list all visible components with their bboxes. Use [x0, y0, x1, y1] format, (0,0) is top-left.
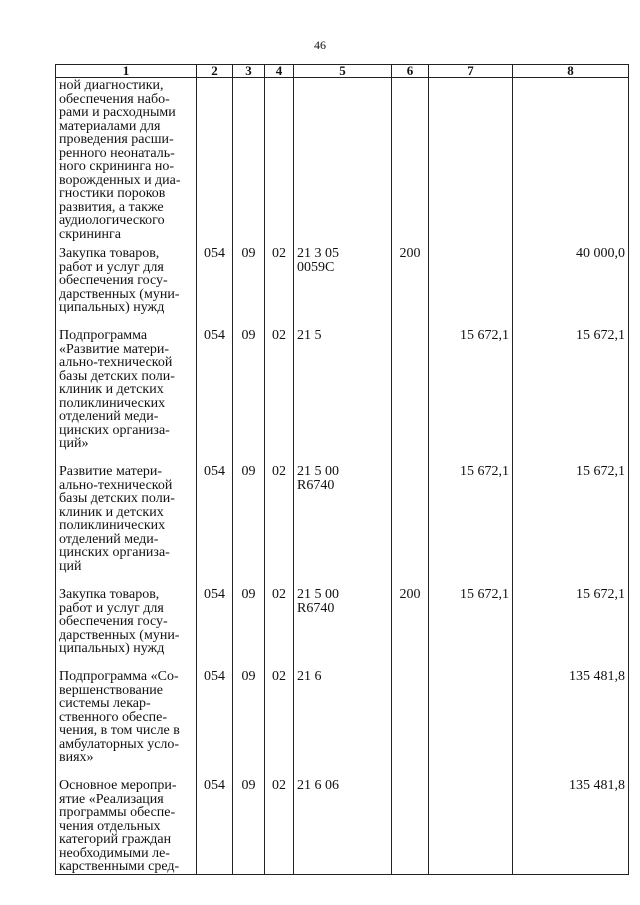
- row-code-target: 21 3 05 0059C: [294, 241, 392, 323]
- row-code-ministry: 054: [197, 323, 233, 459]
- row-code-subsection: 02: [265, 241, 294, 323]
- row-code-section: 09: [233, 582, 265, 664]
- row-name: Закупка товаров, работ и услуг для обеспечения госу- дарственных (муни- ципальных) нужд: [56, 582, 197, 664]
- column-header: 5: [294, 65, 392, 78]
- row-amount-1: 15 672,1: [429, 459, 513, 582]
- row-code-expense-type: [392, 78, 429, 242]
- row-amount-2: 40 000,0: [513, 241, 629, 323]
- row-code-target: 21 5: [294, 323, 392, 459]
- page-number: 46: [314, 38, 326, 52]
- table-row: [56, 582, 629, 664]
- row-code-ministry: 054: [197, 241, 233, 323]
- row-name: ной диагностики, обеспечения набо- рами и расходными материалами для проведения расши- ренного неонаталь- ного скрининга но- ворожденных и диа- гностики пороков развития, а также аудиологического скрининга: [56, 78, 197, 242]
- row-code-section: [233, 78, 265, 242]
- row-amount-2: 15 672,1: [513, 459, 629, 582]
- row-code-ministry: 054: [197, 664, 233, 773]
- table-row: [56, 78, 629, 242]
- row-code-expense-type: 200: [392, 241, 429, 323]
- row-name: Основное меропри- ятие «Реализация программы обеспе- чения отдельных категорий граждан необходимыми ле- карственными сред-: [56, 773, 197, 874]
- row-code-target: [294, 78, 392, 242]
- column-header: 2: [197, 65, 233, 78]
- row-code-ministry: 054: [197, 459, 233, 582]
- header-row: [56, 65, 629, 78]
- column-header: 8: [513, 65, 629, 78]
- table-row: [56, 241, 629, 323]
- row-code-section: 09: [233, 773, 265, 874]
- row-code-subsection: [265, 78, 294, 242]
- row-amount-1: 15 672,1: [429, 582, 513, 664]
- row-code-ministry: 054: [197, 773, 233, 874]
- table-row: [56, 773, 629, 874]
- column-header: 6: [392, 65, 429, 78]
- row-name: Развитие матери- ально-технической базы детских поли- клиник и детских поликлинических отделений меди- цинских организа- ций: [56, 459, 197, 582]
- row-code-section: 09: [233, 241, 265, 323]
- row-code-subsection: 02: [265, 582, 294, 664]
- row-code-section: 09: [233, 323, 265, 459]
- row-code-expense-type: [392, 323, 429, 459]
- column-header: 1: [56, 65, 197, 78]
- row-code-target: 21 6: [294, 664, 392, 773]
- row-name: Закупка товаров, работ и услуг для обеспечения госу- дарственных (муни- ципальных) нужд: [56, 241, 197, 323]
- row-code-target: 21 5 00 R6740: [294, 459, 392, 582]
- row-amount-1: [429, 664, 513, 773]
- budget-table: [55, 64, 629, 875]
- row-code-subsection: 02: [265, 773, 294, 874]
- row-code-expense-type: [392, 459, 429, 582]
- row-amount-2: 135 481,8: [513, 773, 629, 874]
- row-name: Подпрограмма «Развитие матери- ально-технической базы детских поли- клиник и детских поликлинических отделений меди- цинских организа- ций»: [56, 323, 197, 459]
- row-code-target: 21 6 06: [294, 773, 392, 874]
- row-code-subsection: 02: [265, 664, 294, 773]
- row-amount-1: [429, 78, 513, 242]
- column-header: 4: [265, 65, 294, 78]
- row-code-ministry: [197, 78, 233, 242]
- row-amount-2: 15 672,1: [513, 582, 629, 664]
- row-amount-1: [429, 241, 513, 323]
- row-amount-1: [429, 773, 513, 874]
- row-amount-2: [513, 78, 629, 242]
- row-code-expense-type: 200: [392, 582, 429, 664]
- row-code-subsection: 02: [265, 323, 294, 459]
- table-row: [56, 459, 629, 582]
- column-header: 3: [233, 65, 265, 78]
- column-header: 7: [429, 65, 513, 78]
- table-row: [56, 323, 629, 459]
- row-amount-2: 135 481,8: [513, 664, 629, 773]
- row-name: Подпрограмма «Со- вершенствование системы лекар- ственного обеспе- чения, в том числе в амбулаторных усло- виях»: [56, 664, 197, 773]
- row-amount-1: 15 672,1: [429, 323, 513, 459]
- row-code-subsection: 02: [265, 459, 294, 582]
- row-amount-2: 15 672,1: [513, 323, 629, 459]
- row-code-section: 09: [233, 664, 265, 773]
- row-code-section: 09: [233, 459, 265, 582]
- row-code-expense-type: [392, 664, 429, 773]
- row-code-expense-type: [392, 773, 429, 874]
- row-code-target: 21 5 00 R6740: [294, 582, 392, 664]
- table-row: [56, 664, 629, 773]
- row-code-ministry: 054: [197, 582, 233, 664]
